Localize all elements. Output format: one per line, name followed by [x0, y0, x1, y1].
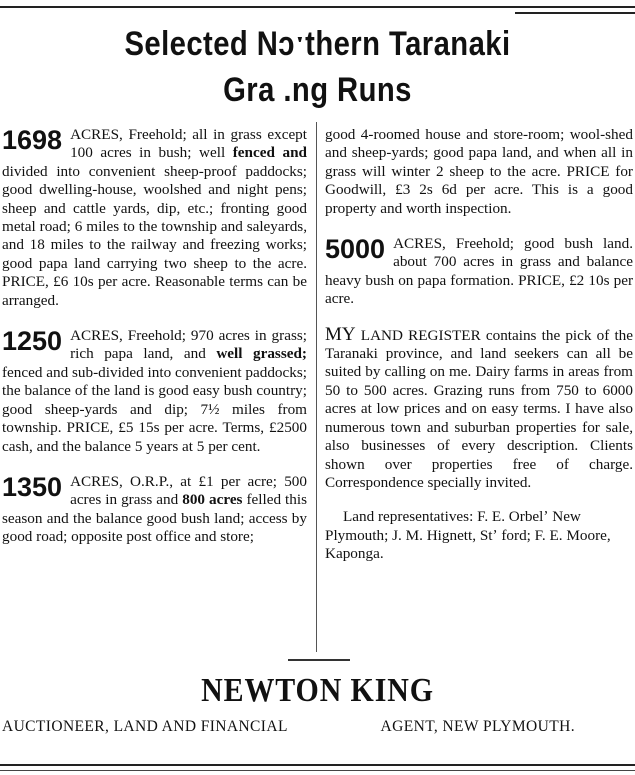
listing-text: ACRES, Freehold; all in grass except 100 acres in bush; well: [70, 126, 307, 162]
firm-name: NEWTON KING: [201, 672, 434, 709]
separator-rule: [288, 659, 350, 661]
register-text: LAND REGISTER contains the pick of the Taranaki province, and land seekers can all be suited by calling on me. Dairy farms in areas from 50 to 500 acres. Grazing runs from 750 to 6000 acres at low prices and on easy terms. I have also numerous town and suburban properties for sale, also businesses of every description. Clients shown over properties free of charge. Correspondence specially invited.: [325, 326, 634, 491]
land-representatives: Land representatives: F. E. Orbelʼ New Plymouth; J. M. Hignett, Stʼ ford; F. E. Moore, Kaponga.: [325, 508, 611, 563]
listing-text-bold: well grassed;: [216, 345, 307, 363]
listing-text-rest: felled this season and the balance good bush land; access by good road; opposite post office and store;: [2, 491, 308, 546]
firm-tagline: [2, 718, 632, 736]
listing-text: ACRES, Freehold; good bush land. about 700 acres in grass and balance heavy bush on papa formation. PRICE, £2 10s per acre.: [325, 235, 633, 308]
listing-1350: [2, 473, 307, 547]
column-divider: [316, 122, 317, 652]
listing-text-rest: divided into convenient sheep-proof paddocks; good dwelling-house, woolshed and night pens; sheep and cattle yards, dip, etc.; fronting good metal road; 6 miles to the township and saleyards, and 18 miles to the railway and freezing works; good papa land carrying two sheep to the acre. PRICE, £6 10s per acre. Reasonable terms can be arranged.: [2, 162, 307, 309]
headline-line-1: Selected Nɔˑthern Taranaki: [124, 25, 511, 63]
tagline-right: AGENT, NEW PLYMOUTH.: [380, 718, 575, 735]
listing-text-bold: fenced and: [232, 144, 307, 162]
left-column: [2, 126, 307, 564]
acreage-number: 1350: [2, 471, 63, 502]
listing-continuation: good 4-roomed house and store-room; wool-shed and sheep-yards; good papa land, and when all in grass will winter 2 sheep to the acre. PRICE for Goodwill, £3 2s 6d per acre. This is a good property and worth inspection.: [325, 126, 633, 217]
acreage-number: 5000: [325, 234, 386, 265]
listing-text-bold: 800 acres: [182, 491, 243, 509]
bottom-rule: [0, 764, 635, 766]
listing-1250: [2, 327, 307, 456]
top-rule-short: [515, 12, 635, 14]
top-rule: [0, 6, 635, 8]
bottom-rule-thin: [0, 770, 635, 771]
listing-1698: [2, 126, 307, 310]
listing-text-rest: fenced and sub-divided into convenient paddocks; the balance of the land is good easy bush country; good sheep-yards and dip; 7½ miles from township. PRICE, £5 15s per acre. Terms, £2500 cash, and the balance 5 years at 5 per cent.: [2, 363, 307, 455]
headline-line-2: Gra .ng Runs: [223, 71, 412, 109]
listing-5000: [325, 235, 633, 309]
acreage-number: 1250: [2, 326, 63, 357]
acreage-number: 1698: [2, 125, 63, 155]
right-column: [325, 126, 633, 564]
tagline-left: AUCTIONEER, LAND AND FINANCIAL: [2, 718, 288, 735]
register-initial: MY: [325, 323, 356, 345]
listing-text: ACRES, Freehold; 970 acres in grass; rich papa land, and: [70, 327, 307, 363]
land-register-notice: [325, 323, 634, 493]
listing-text: ACRES, O.R.P., at £1 per acre; 500 acres in grass and: [70, 472, 307, 509]
